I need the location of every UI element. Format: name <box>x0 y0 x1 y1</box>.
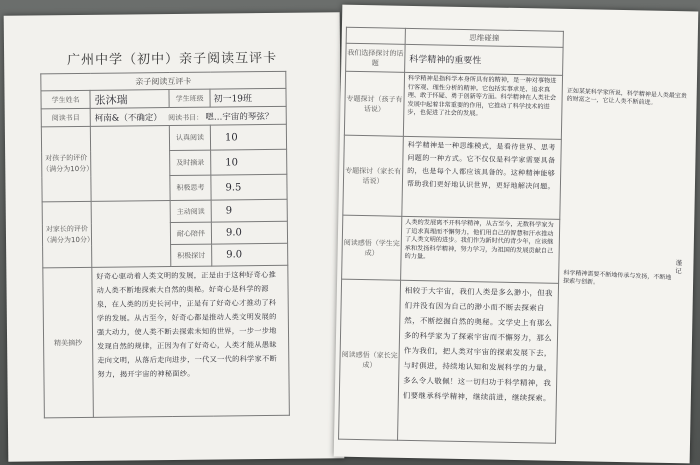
child-view-label: 专题探讨（孩子有话说） <box>344 71 404 136</box>
book-label: 阅读书目 <box>41 108 90 127</box>
parent-view-label: 专题探讨（家长有话说） <box>343 135 404 216</box>
student-name-label: 学生姓名 <box>41 90 90 109</box>
child-view-text: 科学精神是指科学本身所具有的精神，是一种对事物进行客观、理性分析的精神。它包括实事求是、追求真理、敢于怀疑、勇于创新等方面。科学精神在人类社会发展中起着非常重要的作用，它推动了科学技术的进步，也促进了社会的发展。 <box>403 72 562 139</box>
excerpt-label: 精美摘抄 <box>43 267 94 418</box>
discussion-table <box>338 27 564 444</box>
student-feel-label: 阅读感悟（学生完成） <box>342 215 402 280</box>
parent-feel-text: 相较于大宇宙，我们人类是多么渺小，但我们并没有因为自己的渺小而不断去探索自然，不断挖掘自然的奥秘。文学史上有那么多的科学家为了探索宇宙而不懈努力，那么作为我们，把人类对宇宙的探索发展下去，与时俱进，持续地认知和发展科学的力量。多么令人敬佩！这一切归功于科学精神，我们要继承科学精神，继续前进，继续探索。 <box>398 280 559 443</box>
eval-child-label: 对孩子的评价（满分为10分） <box>41 126 91 202</box>
eval-parent-spacer <box>91 201 171 268</box>
book-label-2: 阅读书目： <box>168 113 204 122</box>
student-name-value: 张沐瑞 <box>90 90 169 109</box>
book-value-2: 嗯…宇宙的琴弦？ <box>205 111 274 123</box>
parent-feel-label: 阅读感悟（家长完成） <box>339 279 401 440</box>
eval-child-spacer <box>90 126 170 202</box>
child-item-score: 10 <box>211 149 287 175</box>
reading-card-table <box>40 71 290 419</box>
parent-item-score: 9.0 <box>212 243 288 266</box>
child-item-score: 10 <box>210 124 286 150</box>
discussion-header: 思维碰撞 <box>405 28 563 47</box>
card-title: 广州中学（初中）亲子阅读互评卡 <box>67 50 278 69</box>
student-side-note-2: 谨记 <box>675 258 683 276</box>
topic-value: 科学精神的重要性 <box>405 44 564 75</box>
book-cell <box>90 106 286 126</box>
child-item-label: 积极思考 <box>170 175 211 200</box>
student-class-value: 初一19班 <box>210 88 286 107</box>
parent-item-label: 积极探讨 <box>171 244 212 266</box>
card-subtitle: 亲子阅读互评卡 <box>41 71 286 91</box>
student-class-label: 学生班级 <box>169 89 210 107</box>
book-value: 柯南&（不确定） <box>94 112 162 124</box>
reading-card-sheet <box>4 12 345 461</box>
eval-parent-label: 对家长的评价（满分为10分） <box>42 201 92 268</box>
student-feel-text: 人类的发展离不开科学精神，从古至今，无数科学家为了追求真理而不懈努力，他们用自己的智慧和汗水推动了人类文明的进步。我们作为新时代的青少年，应该继承和发扬科学精神，努力学习，为祖国的发展贡献自己的力量。 <box>401 216 560 283</box>
parent-item-label: 耐心陪伴 <box>170 222 211 244</box>
child-item-label: 及时摘录 <box>170 150 211 175</box>
child-item-score: 9.5 <box>211 174 287 200</box>
excerpt-text: 好奇心驱动着人类文明的发展，正是由于这种好奇心推动人类不断地探索大自然的奥秘。好奇心是科学的源泉，在人类的历史长河中，正是有了好奇心才推动了科学的发展。从古至今，好奇心都是推动人类文明发展的强大动力，使人类不断去探索未知的世界，一步一步地发现自然的规律，正因为有了好奇心，人类才能从愚昧走向文明，从落后走向进步，一代又一代的科学家不断努力，揭开宇宙的神秘面纱。 <box>92 265 290 417</box>
topic-label: 我们选择探讨的话题 <box>346 43 406 72</box>
parent-view-text: 科学精神是一种思维模式，是看待世界、思考问题的一种方式。它不仅仅是科学家需要具备的，也是每个人都应该具备的。这种精神能够帮助我们更好地认识世界，更好地解决问题。 <box>402 136 562 219</box>
child-item-label: 认真阅读 <box>169 125 210 150</box>
discussion-sheet <box>334 5 699 464</box>
parent-item-score: 9.0 <box>211 221 287 244</box>
parent-item-label: 主动阅读 <box>170 200 211 222</box>
student-side-note: 科学精神需要不断地传承与发扬，不断地探索与创新。 <box>562 269 672 287</box>
parent-item-score: 9 <box>211 199 287 222</box>
header-blank <box>346 27 405 44</box>
child-side-note: 正如某某科学家所说，科学精神是人类最宝贵的财富之一，它让人类不断前进。 <box>566 87 687 107</box>
